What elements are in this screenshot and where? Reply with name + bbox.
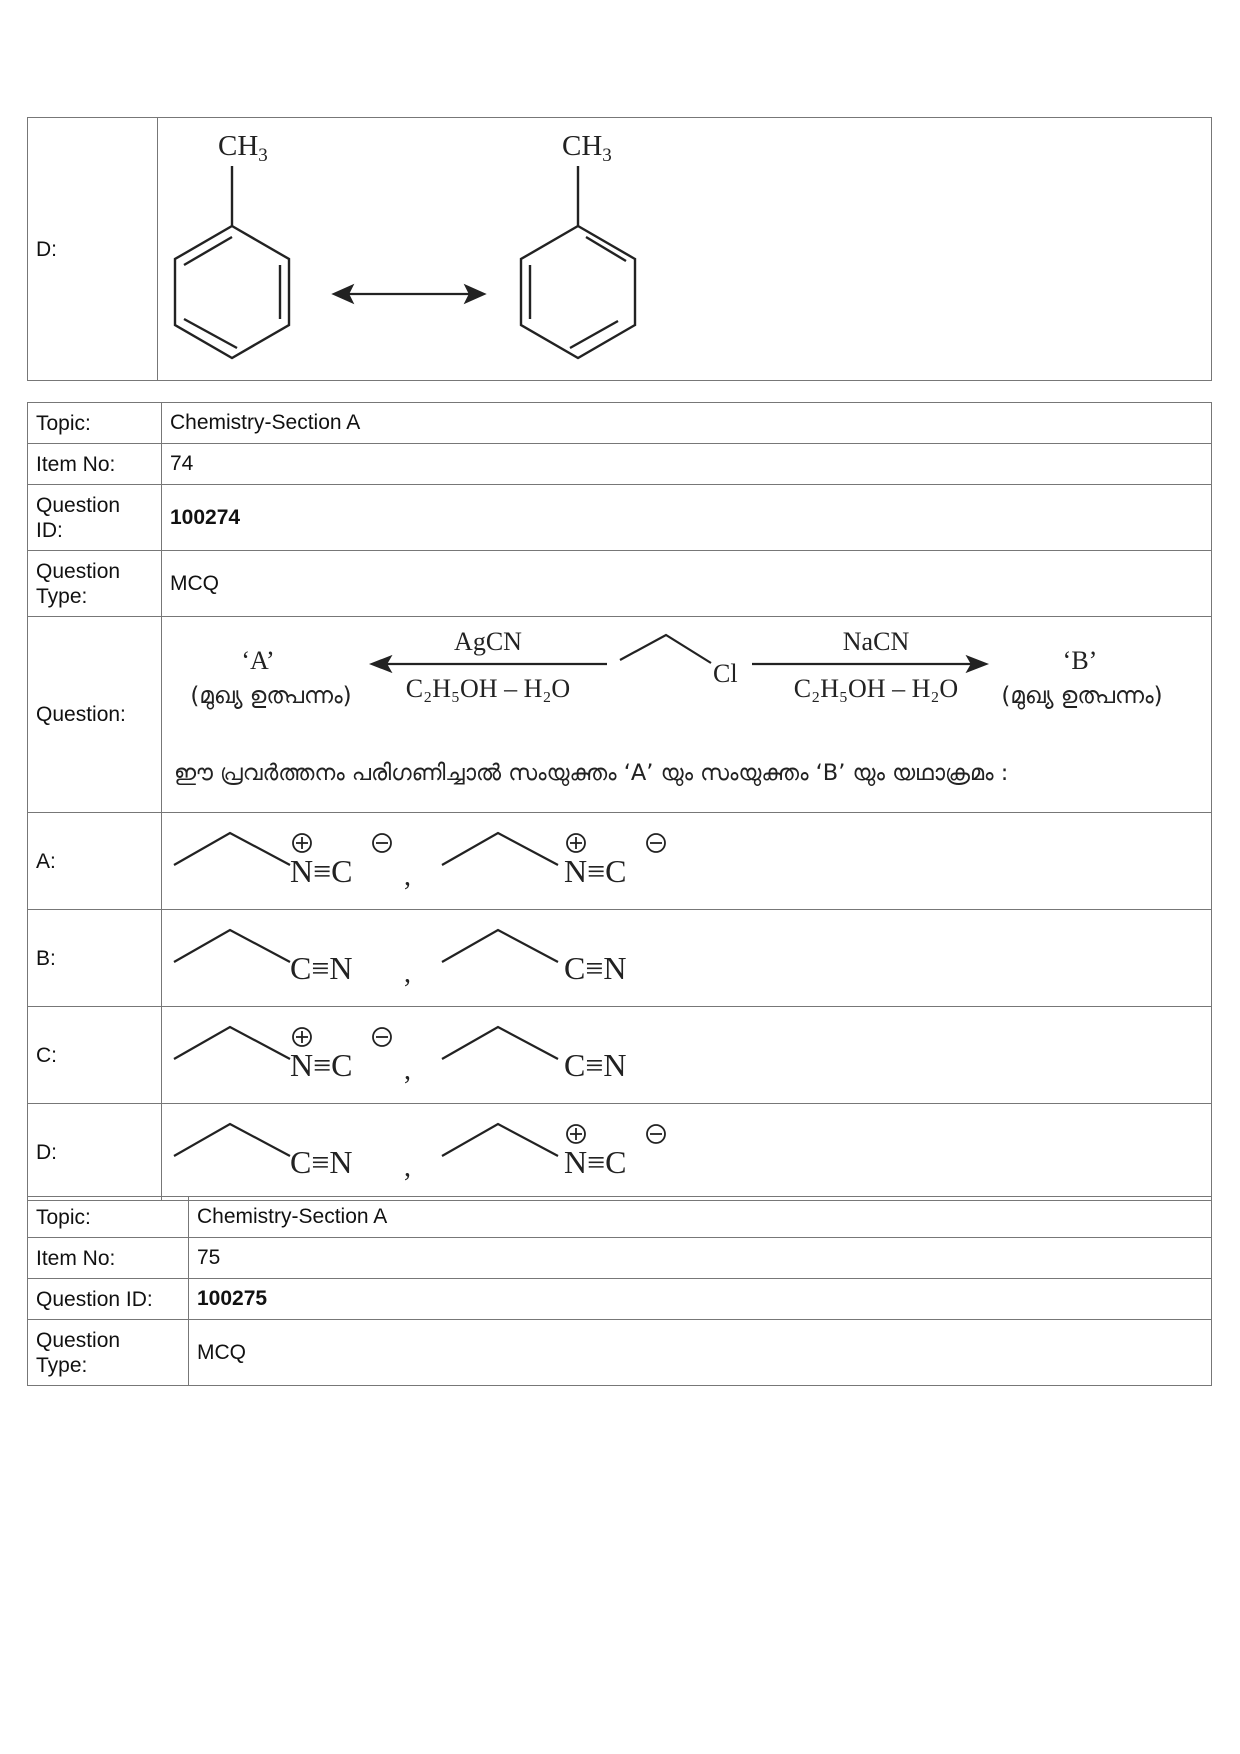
option-d-row	[28, 1104, 1212, 1201]
nitrile-group: C≡N	[564, 1047, 627, 1083]
question-type-label: Question Type:	[28, 1320, 189, 1386]
item-no-value: 75	[189, 1238, 1212, 1279]
question-id-label: Question ID:	[28, 485, 162, 551]
previous-item-table	[27, 117, 1212, 381]
question-type-row	[28, 1320, 1212, 1386]
charge-plus-icon	[293, 1028, 311, 1046]
comma: ,	[404, 861, 411, 892]
option-a-row	[28, 813, 1212, 910]
arrow-right	[752, 657, 986, 671]
product-a-label: ‘A’	[241, 646, 275, 675]
solvent-right: C₂H₅OH – H₂O	[793, 674, 959, 703]
nitrile-group: C≡N	[290, 1144, 353, 1180]
question-id-value: 100274	[162, 485, 1212, 551]
toluene-resonance-diagram	[158, 118, 1208, 374]
topic-row	[28, 403, 1212, 444]
question-id-value: 100275	[189, 1279, 1212, 1320]
comma: ,	[404, 1055, 411, 1086]
isocyanide-group: N≡C	[290, 1047, 353, 1083]
question-id-row	[28, 485, 1212, 551]
nitrile-group: C≡N	[564, 950, 627, 986]
option-b-label: B:	[28, 910, 162, 1007]
charge-plus-icon	[567, 1125, 585, 1143]
option-c-structures	[162, 1007, 1212, 1097]
comma: ,	[404, 1152, 411, 1183]
major-product-left: (മുഖ്യ ഉത്പന്നം)	[190, 683, 352, 709]
charge-minus-icon	[647, 834, 665, 852]
major-product-right: (മുഖ്യ ഉത്പന്നം)	[1001, 683, 1163, 709]
option-a-label: A:	[28, 813, 162, 910]
chlorine-label: Cl	[713, 659, 738, 688]
item-no-label: Item No:	[28, 1238, 189, 1279]
question-label: Question:	[28, 617, 162, 813]
option-d-structures	[162, 1104, 1212, 1194]
toluene-right	[521, 166, 635, 358]
question-type-value: MCQ	[189, 1320, 1212, 1386]
option-b-content	[162, 910, 1212, 1007]
charge-minus-icon	[373, 834, 391, 852]
arrow-left	[372, 657, 607, 671]
option-c-content	[162, 1007, 1212, 1104]
question-id-label: Question ID:	[28, 1279, 189, 1320]
option-a-content	[162, 813, 1212, 910]
option-d-label-74: D:	[28, 1104, 162, 1201]
item-no-row	[28, 1238, 1212, 1279]
charge-plus-icon	[567, 834, 585, 852]
option-b-structures	[162, 910, 1212, 1000]
product-b-label: ‘B’	[1062, 646, 1098, 675]
option-b-row	[28, 910, 1212, 1007]
question-row	[28, 617, 1212, 813]
charge-minus-icon	[647, 1125, 665, 1143]
ch3-left-label: $CH_3$	[218, 130, 268, 166]
topic-label: Topic:	[28, 1197, 189, 1238]
option-d-content	[158, 118, 1212, 381]
comma: ,	[404, 958, 411, 989]
option-d-content-74	[162, 1104, 1212, 1201]
reaction-scheme	[162, 617, 1212, 806]
item-no-label: Item No:	[28, 444, 162, 485]
topic-value: Chemistry-Section A	[162, 403, 1212, 444]
option-d-label: D:	[28, 118, 158, 381]
isocyanide-group: N≡C	[290, 853, 353, 889]
reagent-nacn: NaCN	[842, 627, 910, 656]
topic-label: Topic:	[28, 403, 162, 444]
charge-minus-icon	[373, 1028, 391, 1046]
toluene-left	[175, 166, 289, 358]
nitrile-group: C≡N	[290, 950, 353, 986]
item-74-table	[27, 402, 1212, 1201]
question-content	[162, 617, 1212, 813]
question-type-label: Question Type:	[28, 551, 162, 617]
resonance-arrow	[334, 286, 484, 302]
item-no-row	[28, 444, 1212, 485]
option-c-row	[28, 1007, 1212, 1104]
isocyanide-group: N≡C	[564, 1144, 627, 1180]
question-type-value: MCQ	[162, 551, 1212, 617]
item-75-table	[27, 1196, 1212, 1386]
option-a-structures	[162, 813, 1212, 903]
option-c-label: C:	[28, 1007, 162, 1104]
item-no-value: 74	[162, 444, 1212, 485]
ch3-right-label: $CH_3$	[562, 130, 612, 166]
charge-plus-icon	[293, 834, 311, 852]
topic-value: Chemistry-Section A	[189, 1197, 1212, 1238]
propyl-chloride	[620, 635, 711, 663]
reagent-agcn: AgCN	[454, 627, 522, 656]
question-id-row	[28, 1279, 1212, 1320]
question-statement: ഈ പ്രവർത്തനം പരിഗണിച്ചാൽ സംയുക്തം ‘A’ യും സംയുക്തം ‘B’ യും യഥാക്രമം :	[174, 760, 1009, 786]
topic-row	[28, 1197, 1212, 1238]
solvent-left: C₂H₅OH – H₂O	[405, 674, 571, 703]
isocyanide-group: N≡C	[564, 853, 627, 889]
question-type-row	[28, 551, 1212, 617]
